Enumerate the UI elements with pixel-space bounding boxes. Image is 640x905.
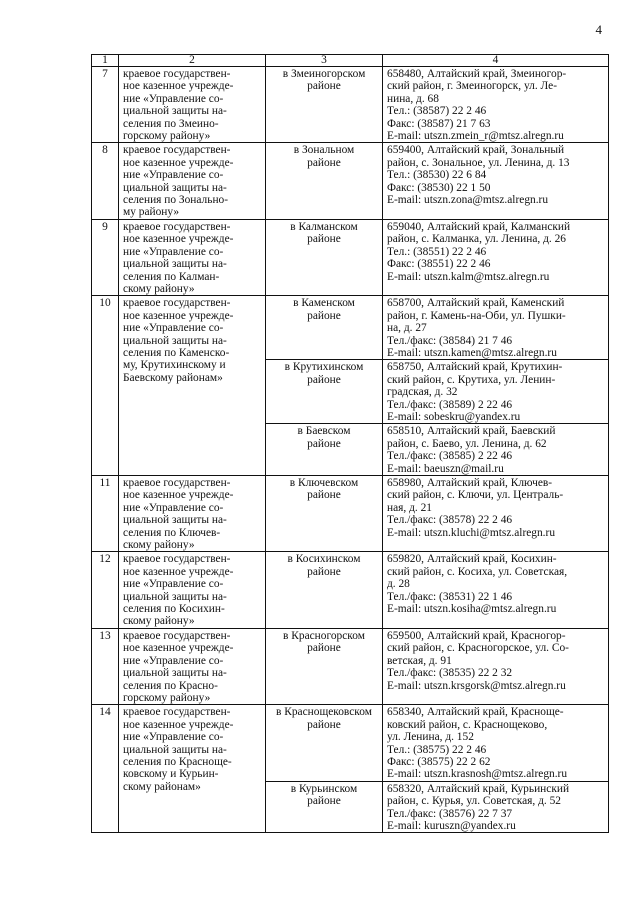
district-cell: [266, 781, 383, 833]
header-cell: 3: [266, 55, 383, 67]
contact-cell: [383, 360, 609, 424]
table-row: [92, 628, 609, 704]
district-line: в Крутихинском: [284, 361, 364, 374]
contact-line: Тел./факс: (38584) 21 7 46: [387, 334, 513, 347]
organization-line: краевое государствен-: [123, 477, 231, 489]
contact-line: E-mail: utszn.kalm@mtsz.alregn.ru: [387, 270, 550, 283]
organization-line: му, Крутихинскому и: [123, 359, 226, 372]
organization-line: ное казенное учрежде-: [123, 156, 234, 169]
row-number: 7: [92, 67, 119, 143]
organization-line: краевое государствен-: [123, 706, 231, 719]
contact-line: ский район, с. Красногорское, ул. Со-: [387, 642, 569, 655]
contact-line: ский район, с. Крутиха, ул. Ленин-: [387, 373, 556, 386]
contact-line: Тел./факс: (38585) 2 22 46: [387, 450, 513, 463]
contact-line: ский район, с. Ключи, ул. Централь-: [387, 489, 564, 502]
districts-table: [91, 54, 609, 833]
contact-cell: [383, 143, 609, 219]
district-line: в Краснощековском: [276, 706, 372, 719]
organization-line: циальной защиты на-: [123, 667, 227, 680]
contact-line: район, с. Курья, ул. Советская, д. 52: [387, 795, 561, 808]
organization-line: ное казенное учрежде-: [123, 233, 234, 246]
organization-line: циальной защиты на-: [123, 743, 227, 756]
organization-line: ное казенное учрежде-: [123, 80, 234, 93]
contact-cell: [383, 552, 609, 628]
contact-line: E-mail: utszn.kamen@mtsz.alregn.ru: [387, 346, 557, 359]
organization-line: скому районам»: [123, 780, 201, 793]
organization-cell: [119, 67, 266, 143]
table-row: [92, 143, 609, 219]
page-number: 4: [595, 22, 602, 37]
organization-cell: [119, 219, 266, 295]
contact-line: на, д. 27: [387, 322, 427, 335]
organization-line: скому району»: [123, 539, 195, 552]
contact-line: 658480, Алтайский край, Змеиногор-: [387, 68, 567, 80]
organization-line: селения по Ключев-: [123, 526, 221, 539]
table-row: [92, 705, 609, 781]
district-line: в Красногорском: [283, 629, 365, 642]
district-cell: [266, 424, 383, 476]
district-line: районе: [307, 156, 341, 169]
contact-line: ветская, д. 91: [387, 654, 452, 667]
district-cell: [266, 296, 383, 360]
organization-line: краевое государствен-: [123, 144, 231, 157]
organization-line: ние «Управление со-: [123, 245, 224, 258]
row-number: 12: [92, 552, 119, 628]
organization-line: Баевскому районам»: [123, 371, 223, 384]
district-line: в Баевском: [297, 425, 351, 438]
organization-cell: [119, 705, 266, 833]
contact-line: 659820, Алтайский край, Косихин-: [387, 553, 557, 566]
contact-line: Тел./факс: (38576) 22 7 37: [387, 807, 513, 820]
organization-line: ное казенное учрежде-: [123, 565, 234, 578]
district-line: в Зональном: [293, 144, 355, 157]
district-line: в Змеиногорском: [282, 68, 366, 80]
organization-line: ное казенное учрежде-: [123, 718, 234, 731]
organization-line: краевое государствен-: [123, 220, 231, 233]
table-row: [92, 219, 609, 295]
contact-line: Тел./факс: (38535) 22 2 32: [387, 667, 513, 680]
organization-line: горскому району»: [123, 130, 211, 143]
contact-line: 658700, Алтайский край, Каменский: [387, 297, 565, 310]
district-line: районе: [307, 642, 341, 655]
district-line: в Каменском: [293, 297, 355, 310]
contact-line: Факс: (38530) 22 1 50: [387, 181, 491, 194]
organization-line: скому району»: [123, 615, 195, 628]
contact-line: Тел.: (38551) 22 2 46: [387, 245, 487, 258]
district-cell: [266, 628, 383, 704]
row-number: 9: [92, 219, 119, 295]
contact-cell: [383, 67, 609, 143]
district-cell: [266, 360, 383, 424]
contact-line: 658510, Алтайский край, Баевский: [387, 425, 556, 438]
organization-line: ковскому и Курьин-: [123, 768, 219, 781]
contact-line: район, г. Камень-на-Оби, ул. Пушки-: [387, 309, 566, 322]
organization-line: ное казенное учрежде-: [123, 309, 234, 322]
organization-line: ное казенное учрежде-: [123, 642, 234, 655]
district-line: районе: [307, 489, 341, 502]
row-number: 14: [92, 705, 119, 833]
organization-line: селения по Красно-: [123, 679, 218, 692]
district-line: в Косихинском: [287, 553, 361, 566]
district-cell: [266, 476, 383, 552]
contact-cell: [383, 705, 609, 781]
district-line: районе: [307, 565, 341, 578]
header-cell: 2: [119, 55, 266, 67]
row-number: 10: [92, 296, 119, 476]
district-cell: [266, 705, 383, 781]
contact-line: 659400, Алтайский край, Зональный: [387, 144, 565, 157]
organization-line: ние «Управление со-: [123, 322, 224, 335]
organization-cell: [119, 296, 266, 476]
organization-line: ние «Управление со-: [123, 731, 224, 744]
contact-line: 659040, Алтайский край, Калманский: [387, 220, 571, 233]
district-cell: [266, 219, 383, 295]
contact-line: район, с. Калманка, ул. Ленина, д. 26: [387, 233, 566, 246]
contact-line: д. 28: [387, 578, 410, 591]
contact-cell: [383, 296, 609, 360]
contact-line: E-mail: utszn.kluchi@mtsz.alregn.ru: [387, 526, 556, 539]
organization-line: циальной защиты на-: [123, 590, 227, 603]
district-line: в Ключевском: [289, 477, 359, 489]
organization-line: селения по Краснощe-: [123, 755, 232, 768]
contact-line: Тел.: (38587) 22 2 46: [387, 105, 487, 118]
organization-line: краевое государствен-: [123, 553, 231, 566]
organization-line: ние «Управление со-: [123, 578, 224, 591]
header-cell: 1: [92, 55, 119, 67]
organization-line: циальной защиты на-: [123, 105, 227, 118]
district-line: районе: [307, 437, 341, 450]
organization-line: му району»: [123, 206, 180, 219]
row-number: 11: [92, 476, 119, 552]
organization-line: ние «Управление со-: [123, 501, 224, 514]
organization-line: ние «Управление со-: [123, 92, 224, 105]
contact-cell: [383, 781, 609, 833]
contact-line: ский район, с. Косиха, ул. Советская,: [387, 565, 568, 578]
district-line: районе: [307, 795, 341, 808]
contact-line: Тел./факс: (38589) 2 22 46: [387, 398, 513, 411]
organization-line: циальной защиты на-: [123, 334, 227, 347]
header-cell: 4: [383, 55, 609, 67]
contact-line: район, с. Зональное, ул. Ленина, д. 13: [387, 156, 570, 169]
table-row: [92, 296, 609, 360]
organization-line: краевое государствен-: [123, 297, 231, 310]
organization-line: скому району»: [123, 282, 195, 295]
table-row: [92, 552, 609, 628]
district-line: районе: [307, 718, 341, 731]
district-line: районе: [307, 233, 341, 246]
contact-line: ная, д. 21: [387, 501, 432, 514]
organization-line: ние «Управление со-: [123, 654, 224, 667]
organization-cell: [119, 143, 266, 219]
contact-line: 659500, Алтайский край, Красногор-: [387, 629, 566, 642]
district-cell: [266, 143, 383, 219]
contact-line: район, с. Баево, ул. Ленина, д. 62: [387, 437, 547, 450]
district-line: в Курьинском: [290, 782, 358, 795]
table-header-row: [92, 55, 609, 67]
organization-line: циальной защиты на-: [123, 181, 227, 194]
contact-line: ский район, г. Змеиногорск, ул. Ле-: [387, 80, 558, 93]
organization-line: циальной защиты на-: [123, 514, 227, 527]
table-row: [92, 476, 609, 552]
district-line: районе: [307, 373, 341, 386]
organization-line: краевое государствен-: [123, 629, 231, 642]
organization-line: селения по Каменско-: [123, 346, 230, 359]
organization-cell: [119, 628, 266, 704]
contact-line: ул. Ленина, д. 152: [387, 731, 474, 744]
contact-line: ковский район, с. Краснощеково,: [387, 718, 548, 731]
contact-line: 658750, Алтайский край, Крутихин-: [387, 361, 563, 374]
contact-cell: [383, 628, 609, 704]
contact-line: 658980, Алтайский край, Ключев-: [387, 477, 553, 489]
organization-cell: [119, 476, 266, 552]
district-cell: [266, 67, 383, 143]
contact-line: 658320, Алтайский край, Курьинский: [387, 782, 570, 795]
district-line: в Калманском: [290, 220, 358, 233]
contact-line: E-mail: utszn.zona@mtsz.alregn.ru: [387, 194, 549, 207]
contact-line: E-mail: kuruszn@yandex.ru: [387, 819, 516, 832]
organization-line: циальной защиты на-: [123, 258, 227, 271]
contact-line: E-mail: baeuszn@mail.ru: [387, 462, 504, 475]
contact-line: Тел.: (38530) 22 6 84: [387, 169, 487, 182]
table-row: [92, 67, 609, 143]
contact-line: E-mail: sobeskru@yandex.ru: [387, 410, 521, 423]
row-number: 8: [92, 143, 119, 219]
organization-line: горскому району»: [123, 691, 211, 704]
contact-line: Факс: (38587) 21 7 63: [387, 117, 491, 130]
contact-line: градская, д. 32: [387, 386, 458, 399]
contact-line: Тел./факс: (38578) 22 2 46: [387, 514, 513, 527]
organization-line: селения по Калман-: [123, 270, 220, 283]
contact-line: Факс: (38551) 22 2 46: [387, 258, 491, 271]
organization-line: селения по Змеино-: [123, 117, 219, 130]
district-line: районе: [307, 309, 341, 322]
organization-line: селения по Косихин-: [123, 603, 225, 616]
contact-line: 658340, Алтайский край, Краснощe-: [387, 706, 564, 719]
contact-line: E-mail: utszn.kosiha@mtsz.alregn.ru: [387, 603, 557, 616]
organization-line: краевое государствен-: [123, 68, 231, 80]
contact-cell: [383, 424, 609, 476]
organization-line: селения по Зонально-: [123, 194, 229, 207]
contact-cell: [383, 219, 609, 295]
organization-cell: [119, 552, 266, 628]
contact-line: Тел./факс: (38531) 22 1 46: [387, 590, 513, 603]
row-number: 13: [92, 628, 119, 704]
contact-line: Факс: (38575) 22 2 62: [387, 755, 491, 768]
organization-line: ное казенное учрежде-: [123, 489, 234, 502]
organization-line: ние «Управление со-: [123, 169, 224, 182]
contact-line: E-mail: utszn.zmein_r@mtsz.alregn.ru: [387, 130, 564, 143]
contact-line: Тел.: (38575) 22 2 46: [387, 743, 487, 756]
district-cell: [266, 552, 383, 628]
contact-line: нина, д. 68: [387, 92, 439, 105]
contact-line: E-mail: utszn.krasnosh@mtsz.alregn.ru: [387, 768, 568, 781]
contact-cell: [383, 476, 609, 552]
contact-line: E-mail: utszn.krsgorsk@mtsz.alregn.ru: [387, 679, 566, 692]
district-line: районе: [307, 80, 341, 93]
